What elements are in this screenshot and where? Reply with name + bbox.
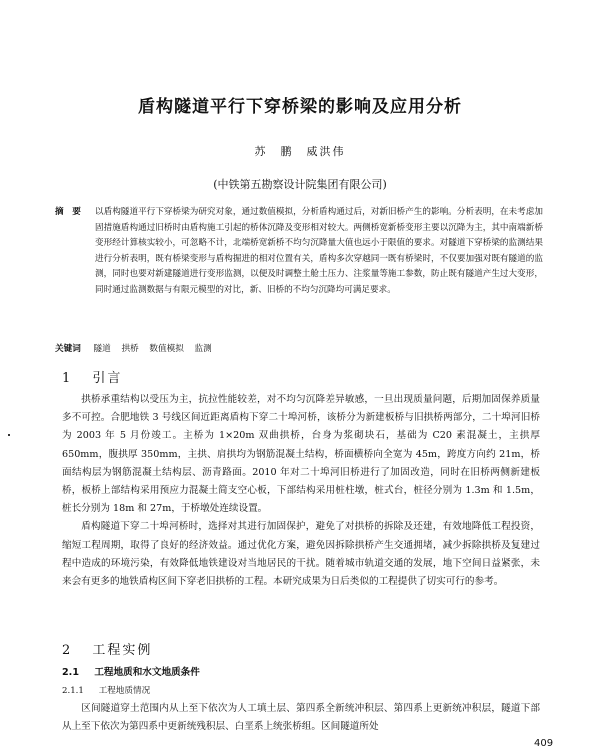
abstract-block: [55, 205, 543, 299]
section-title: 工程实例: [92, 643, 153, 658]
keyword: 拱桥: [121, 344, 139, 354]
section-1-body: [62, 391, 540, 591]
section-number: 1: [62, 371, 73, 386]
section-heading: [62, 639, 152, 658]
section-heading: [62, 367, 122, 386]
paper-title: 盾构隧道平行下穿桥梁的影响及应用分析: [138, 97, 462, 117]
page-number: 409: [534, 738, 554, 749]
subsubsection-heading: [62, 684, 150, 696]
body-paragraph: 盾构隧道下穿二十埠河桥时，选择对其进行加固保护，避免了对拱桥的拆除及还建，有效地降低工程投资，缩短工程周期，取得了良好的经济效益。通过优化方案，避免因拆除拱桥产生交通拥堵，减少拆除拱桥及复建过程中造成的环境污染，有效降低地铁建设对当地居民的干扰。随着城市轨道交通的发展，地下空间日益紧张，未来会有更多的地铁盾构区间下穿老旧拱桥的工程。本研究成果为日后类似的工程提供了切实可行的参考。: [62, 521, 540, 588]
subsubsection-number: 2.1.1: [62, 686, 84, 696]
paper-authors: 苏 鹏 威洪伟: [254, 145, 346, 158]
abstract-label: 摘 要: [55, 207, 81, 217]
section-title: 引言: [92, 371, 123, 386]
subsection-number: 2.1: [62, 667, 79, 678]
subsection-heading: [62, 664, 200, 678]
subsubsection-title: 工程地质情况: [98, 686, 151, 696]
subsection-title: 工程地质和水文地质条件: [94, 667, 200, 678]
keyword: 隧道: [93, 344, 111, 354]
abstract-text: 以盾构隧道平行下穿桥梁为研究对象，通过数值模拟，分析盾构通过后，对新旧桥产生的影响。分析表明，在未考虑加固措施盾构通过旧桥时由盾构施工引起的桥体沉降及变形相对较大。两侧桥宽新桥变形主要以沉降为主，其中南端新桥变形经计算核实较小，可忽略不计，北端桥宽新桥不均匀沉降量大值也远小于限值的要求。对隧道下穿桥梁的监测结果进行分析表明，既有桥梁变形与盾构掘进的相对位置有关，盾构多次穿越同一既有桥梁时，不仅要加强对既有隧道的监测，同时也要对新建隧道进行变形监测，以便及时调整土舱土压力、注浆量等施工参数，防止既有隧道产生过大变形，同时通过监测数据与有限元模型的对比，新、旧桥的不均匀沉降均可满足要求。: [95, 207, 543, 295]
keyword: 数值模拟: [149, 344, 184, 354]
paper-affiliation: (中铁第五勘察设计院集团有限公司): [213, 178, 387, 191]
body-paragraph: 拱桥承重结构以受压为主，抗拉性能较差，对不均匀沉降差异敏感，一旦出现质量问题，后期加固保养质量多不可控。合肥地铁 3 号线区间近距离盾构下穿二十埠河桥，该桥分为新建板桥与旧拱桥两部分，二十埠河旧桥为 2003 年 5 月份竣工。主桥为 1×20m 双曲拱桥，台身为浆砌块石，基础为 C20 素混凝土，主拱厚 650mm，腹拱厚 350mm，主拱、肩拱均为钢筋混凝土结构，桥面横桥向全宽为 45m，跨度方向约 21m，桥面结构层为钢筋混凝土结构层、沥青路面。2010 年对二十埠河旧桥进行了加固改造，同时在旧桥两侧新建板桥，板桥上部结构采用预应力混凝土简支空心板，下部结构采用桩柱墩，桩式台，桩径分别为 1.3m 和 1.5m，桩长分别为 18m 和 27m，于桥墩处连续设置。: [62, 394, 540, 515]
scan-speck: [8, 434, 10, 436]
section-2-body: [62, 700, 540, 736]
keywords-label: 关键词: [55, 344, 81, 354]
keyword: 监测: [194, 344, 212, 354]
body-paragraph: 区间隧道穿土范围内从上至下依次为人工填土层、第四系全新统冲积层、第四系上更新统冲积层，隧道下部从上至下依次为第四系中更新统残积层、白垩系上统张桥组。区间隧道所处: [62, 703, 540, 733]
section-number: 2: [62, 643, 73, 658]
keywords-line: [55, 342, 545, 354]
